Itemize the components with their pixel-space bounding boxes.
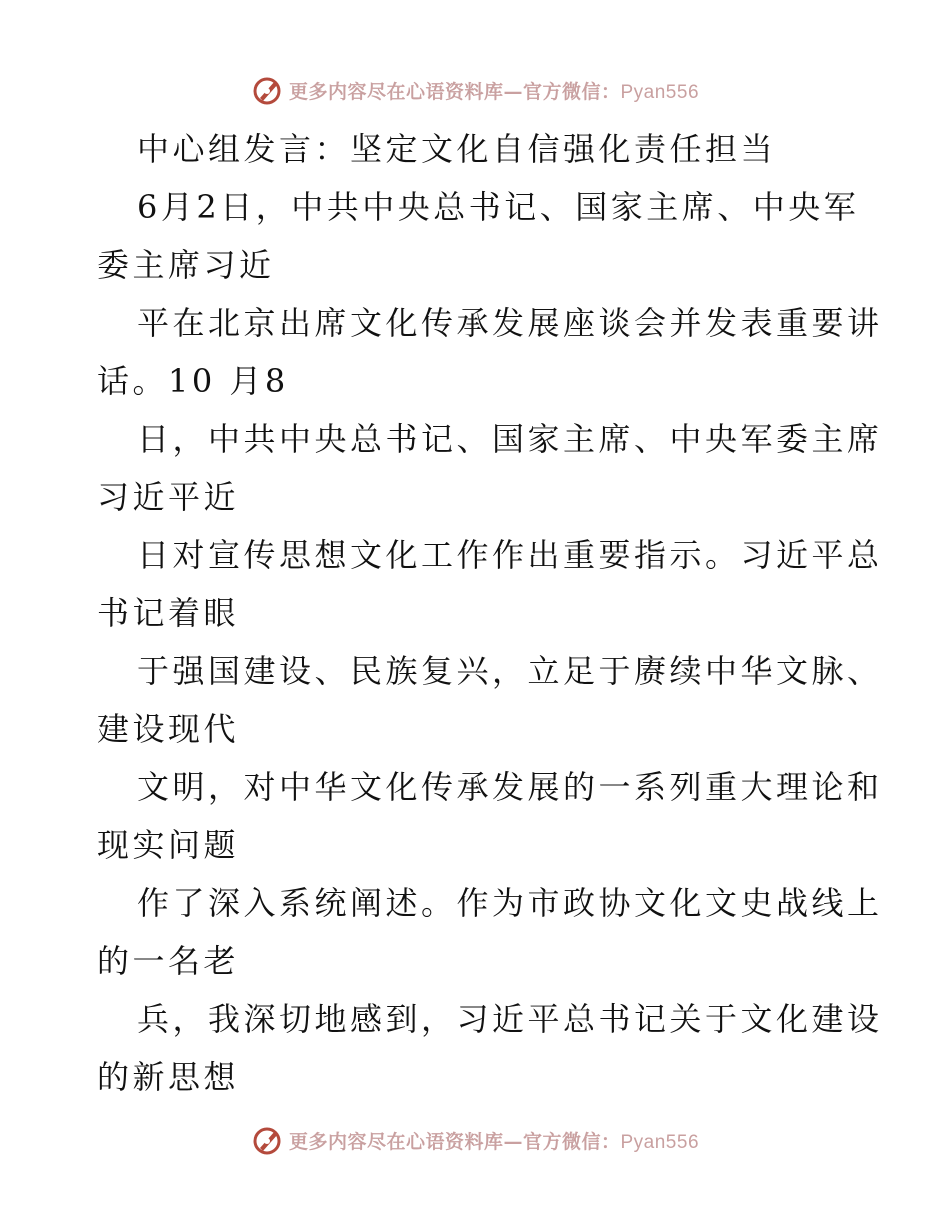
text-line: 委主席习近 xyxy=(97,246,275,284)
watermark-text: 更多内容尽在心语资料库—官方微信：Pyan556 xyxy=(288,80,700,103)
text-line: 于强国建设、民族复兴，立足于赓续中华文脉、 xyxy=(137,652,883,690)
pen-logo-icon xyxy=(251,74,283,106)
header-watermark xyxy=(0,70,950,110)
document-body xyxy=(97,120,883,1106)
document-title: 中心组发言：坚定文化自信强化责任担当 xyxy=(137,130,777,168)
text-line: 习近平近 xyxy=(97,478,240,516)
text-line: 的一名老 xyxy=(97,942,240,980)
text-line: 作了深入系统阐述。作为市政协文化文史战线上 xyxy=(137,884,883,922)
text-line: 话。10 月8 xyxy=(97,362,289,400)
text-line: 平在北京出席文化传承发展座谈会并发表重要讲 xyxy=(137,304,883,342)
text-line: 书记着眼 xyxy=(97,594,240,632)
text-line: 兵，我深切地感到，习近平总书记关于文化建设 xyxy=(137,1000,883,1038)
text-line: 6月2日，中共中央总书记、国家主席、中央军 xyxy=(137,188,860,226)
footer-watermark xyxy=(0,1120,950,1160)
watermark-text: 更多内容尽在心语资料库—官方微信：Pyan556 xyxy=(288,1130,700,1153)
text-line: 建设现代 xyxy=(97,710,240,748)
text-line: 的新思想 xyxy=(97,1058,240,1096)
text-line: 文明，对中华文化传承发展的一系列重大理论和 xyxy=(137,768,883,806)
text-line: 日，中共中央总书记、国家主席、中央军委主席 xyxy=(137,420,883,458)
text-line: 日对宣传思想文化工作作出重要指示。习近平总 xyxy=(137,536,883,574)
text-line: 现实问题 xyxy=(97,826,240,864)
pen-logo-icon xyxy=(251,1124,283,1156)
